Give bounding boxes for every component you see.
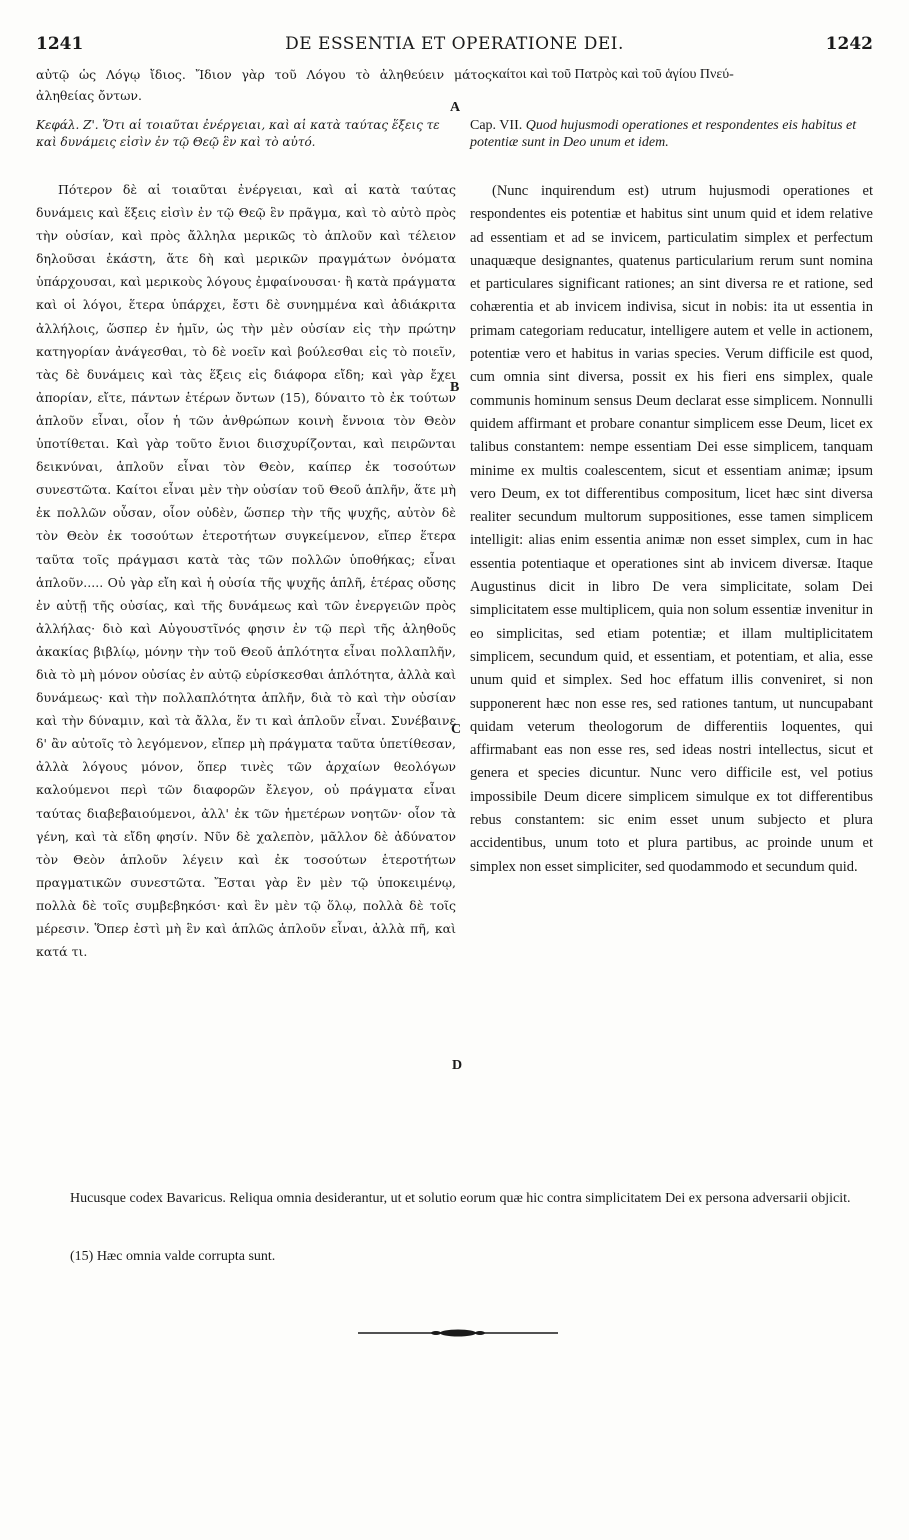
running-title: DE ESSENTIA ET OPERATIONE DEI.	[285, 34, 624, 54]
running-header	[36, 34, 873, 58]
greek-body-text: Πότερον δὲ αἱ τοιαῦται ἐνέργειαι, καὶ αἱ κατὰ ταύτας δυνάμεις καὶ ἕξεις εἰσὶν ἐν τῷ Θεῷ ἓν πρᾶγμα, καὶ τὸ αὐτὸ πρὸς τὴν οὐσίαν, καὶ πρὸς ἄλληλα μερικῶς τὸ ἁπλοῦν καὶ τέλειον δηλοῦσαι ἑκάστη, ἅτε δὴ καὶ μερικῶν πραγμάτων ὀνόματα ὑπάρχουσαι, καὶ μερικοὺς λόγους ἐμφαίνουσαι· ἢ κατὰ πράγματα καὶ οἱ λόγοι, ἕτερα ὑπάρχει, ἔστι δὲ συνημμένα καὶ ἀδιάκριτα ἀλλήλοις, ὥσπερ ἐν ἡμῖν, ὡς τὴν μὲν οὐσίαν εἰς τὴν πρώτην κατηγορίαν ἀνάγεσθαι, τὸ δὲ νοεῖν καὶ βούλεσθαι εἰς τὸ ποιεῖν, τὰς δὲ δυνάμεις καὶ τὰς ἕξεις εἰς διάφορα εἴδη; καὶ γὰρ ἔχει ἀπορίαν, εἴτε, πάντων ἑτέρων ὄντων (15), δύναιτο τὸ ἐκ τούτων ἁπλοῦν εἶναι, οἷον ἡ τῶν ἀνθρώπων κοινὴ ἔννοια τὸν Θεὸν ὑποτίθεται. Καὶ γὰρ τοῦτο ἔνιοι διισχυρίζονται, καὶ πειρῶνται δεικνύναι, ἁπλοῦν εἶναι τὸν Θεὸν, καίπερ ἐκ τοσούτων συνεστῶτα. Καίτοι εἶναι μὲν τὴν οὐσίαν τοῦ Θεοῦ ἁπλῆν, ἅτε μὴ ἐκ πολλῶν οὖσαν, οἷον οὐδὲν, ὥσπερ τὴν τῆς ψυχῆς, αὐτὸν δὲ τὸν Θεὸν ἐκ τοσούτων ἑτεροτήτων συγκείμενον, εἴπερ ἕτερα ταῦτα τοῖς πράγμασι κατὰ τὰς τῶν πολλῶν ὑποθήκας; εἶναι ἁπλοῦν..... Οὐ γὰρ εἴη καὶ ἡ οὐσία τῆς ψυχῆς ἁπλῆ, ἑτέρας οὔσης ἐν αὐτῇ τῆς οὐσίας, καὶ τῆς δυνάμεως καὶ τῶν ἐνεργειῶν πρὸς ἀλλήλας· διὸ καὶ Αὐγουστῖνός φησιν ἐν τῷ περὶ τῆς ἀληθοῦς ἀκακίας βιβλίῳ, μόνην τὴν τοῦ Θεοῦ ἁπλότητα εἶναι πολλαπλῆν, διὰ τὸ μὴ μόνον οὐσίας ἐν αὐτῷ εὑρίσκεσθαι ἁπλότητα, ἀλλὰ καὶ δυνάμεως· καὶ τὴν πολλαπλότητα ἁπλῆν, διὰ τὸ καὶ τὴν οὐσίαν καὶ τὴν δύναμιν, καὶ τὰ ἄλλα, ἕν τι καὶ ἁπλοῦν εἶναι. Συνέβαινε δ' ἂν αὐτοῖς τὸ λεγόμενον, εἴπερ μὴ πράγματα ταῦτα ὑπετίθεσαν, ἀλλὰ λόγους μόνον, ὅπερ τινὲς τῶν ἀρχαίων θεολόγων καλούμενοι περὶ τῶν διαφορῶν ἔλεγον, οὐ πράγματα εἶναι ταύτας διαβεβαιούμενοι, ἀλλ' ἐκ τῶν ἡμετέρων νοητῶν· οἷον τὰ γένη, καὶ τὰ εἴδη φησίν. Νῦν δὲ χαλεπὸν, μᾶλλον δὲ ἀδύνατον τὸν Θεὸν ἁπλοῦν λέγειν καὶ ἐκ τοσούτων ἑτεροτήτων πραγματικῶν συνεστῶτα. Ἔσται γὰρ ἓν μὲν τῷ ὑποκειμένῳ, πολλὰ δὲ τοῖς συμβεβηκόσι· καὶ ἓν μὲν τῷ ὅλῳ, πολλὰ δὲ τοῖς μέρεσιν. Ὅπερ ἐστὶ μὴ ἓν καὶ ἁπλῶς ἁπλοῦν εἶναι, ἀλλὰ πῆ, καὶ κατά τι.	[36, 182, 456, 960]
page-number-right: 1242	[825, 34, 873, 54]
footnote-15: (15) Hæc omnia valde corrupta sunt.	[70, 1249, 276, 1264]
greek-continuation: αὐτῷ ὡς Λόγῳ ἴδιος. Ἴδιον γὰρ τοῦ Λόγου τὸ ἀληθεύειν μάτος ἀληθείας ὄντων.	[36, 67, 492, 103]
chapter-label: Cap. VII.	[470, 118, 523, 133]
latin-chapter-heading	[470, 117, 873, 151]
latin-column	[470, 180, 873, 879]
latin-continuation: καίτοι καὶ τοῦ Πατρὸς καὶ τοῦ ἁγίου Πνεύ-	[492, 67, 734, 82]
ornament-divider-icon	[358, 1328, 558, 1338]
greek-chapter-heading: Κεφάλ. Ζ'. Ὅτι αἱ τοιαῦται ἐνέργειαι, καὶ αἱ κατὰ ταύτας ἕξεις τε καὶ δυνάμεις εἰσὶν ἐν τῷ Θεῷ ἓν καὶ τὸ αὐτό.	[36, 118, 440, 149]
greek-column	[36, 178, 456, 963]
margin-marker-d: D	[452, 1058, 463, 1073]
page-number-left: 1241	[36, 34, 84, 54]
margin-marker-a: A	[450, 100, 461, 115]
latin-body-text: (Nunc inquirendum est) utrum hujusmodi operationes et respondentes eis potentiæ et habitus sint unum quid et idem relative ad essentiam et ad se invicem, particulatim simplex et perfectum unaquæque designantes, quatenus particularium rerum sunt nomina et particulares significant rationes; an sint diversa re et ratione, sed cohærentia et ab invicem indivisa, sicut in nobis: ita ut essentia in primam categoriam reducatur, intelligere autem et velle in actionem, potentiæ vero et habitus in varias species. Verum difficile est quod, cum omnia sint diversa, possit ex his fieri ens simplex, quale communis hominum sensus Deum declarat esse simplicem. Nonnulli quidem affirmant et probare conantur simplicem esse Deum, licet ex talibus constantem: nempe essentiam Dei esse simplicem, tanquam minime ex multis coalescentem, sicut et essentiam animæ; ipsum vero Deum, ex tot differentibus compositum, licet hæc sint diversa realiter secundum multorum suppositiones, esse tamen simplicem intelligit: alias enim essentia animæ non esset simplex, cum in hac essentia potentiaque et operationes sint ab invicem diversæ. Itaque Augustinus dicit in libro De vera simplicitate, solam Dei simplicitatem esse multiplicem, quia non solum essentiæ invenitur in eo simplicitas, sed etiam potentiæ; et illam multiplicitatem simplicem, secundum quid, et essentiam, et potentiam, et alia, esse unum quid et simplex. Sed hoc effatum illis conveniret, si non supponerent hæc non esse res, sed rationes tantum, ut nuncupabant quidam veterum theologorum de differentiis loquentes, qui affirmabant eas non esse res, sed ideas nostri intellectus, sicut et genera et species dicuntur. Nunc vero difficile est, vel potius impossibile Deum dicere simplicem simulque ex tot differentibus rebus constantem: sic enim esset unum subjecto et plura accidentibus, unum toto et plura partibus, ac proinde unum et simplex non esset simpliciter, sed quodammodo et secundum quid.	[470, 183, 873, 875]
chapter-title: Quod hujusmodi operationes et respondentes eis habitus et potentiæ sunt in Deo unum et idem.	[470, 118, 857, 150]
margin-marker-c: C	[451, 722, 462, 737]
editor-note: Hucusque codex Bavaricus. Reliqua omnia desiderantur, ut et solutio eorum quæ hic contra simplicitatem Dei ex persona adversarii objicit.	[70, 1191, 851, 1206]
margin-marker-b: B	[450, 380, 460, 395]
